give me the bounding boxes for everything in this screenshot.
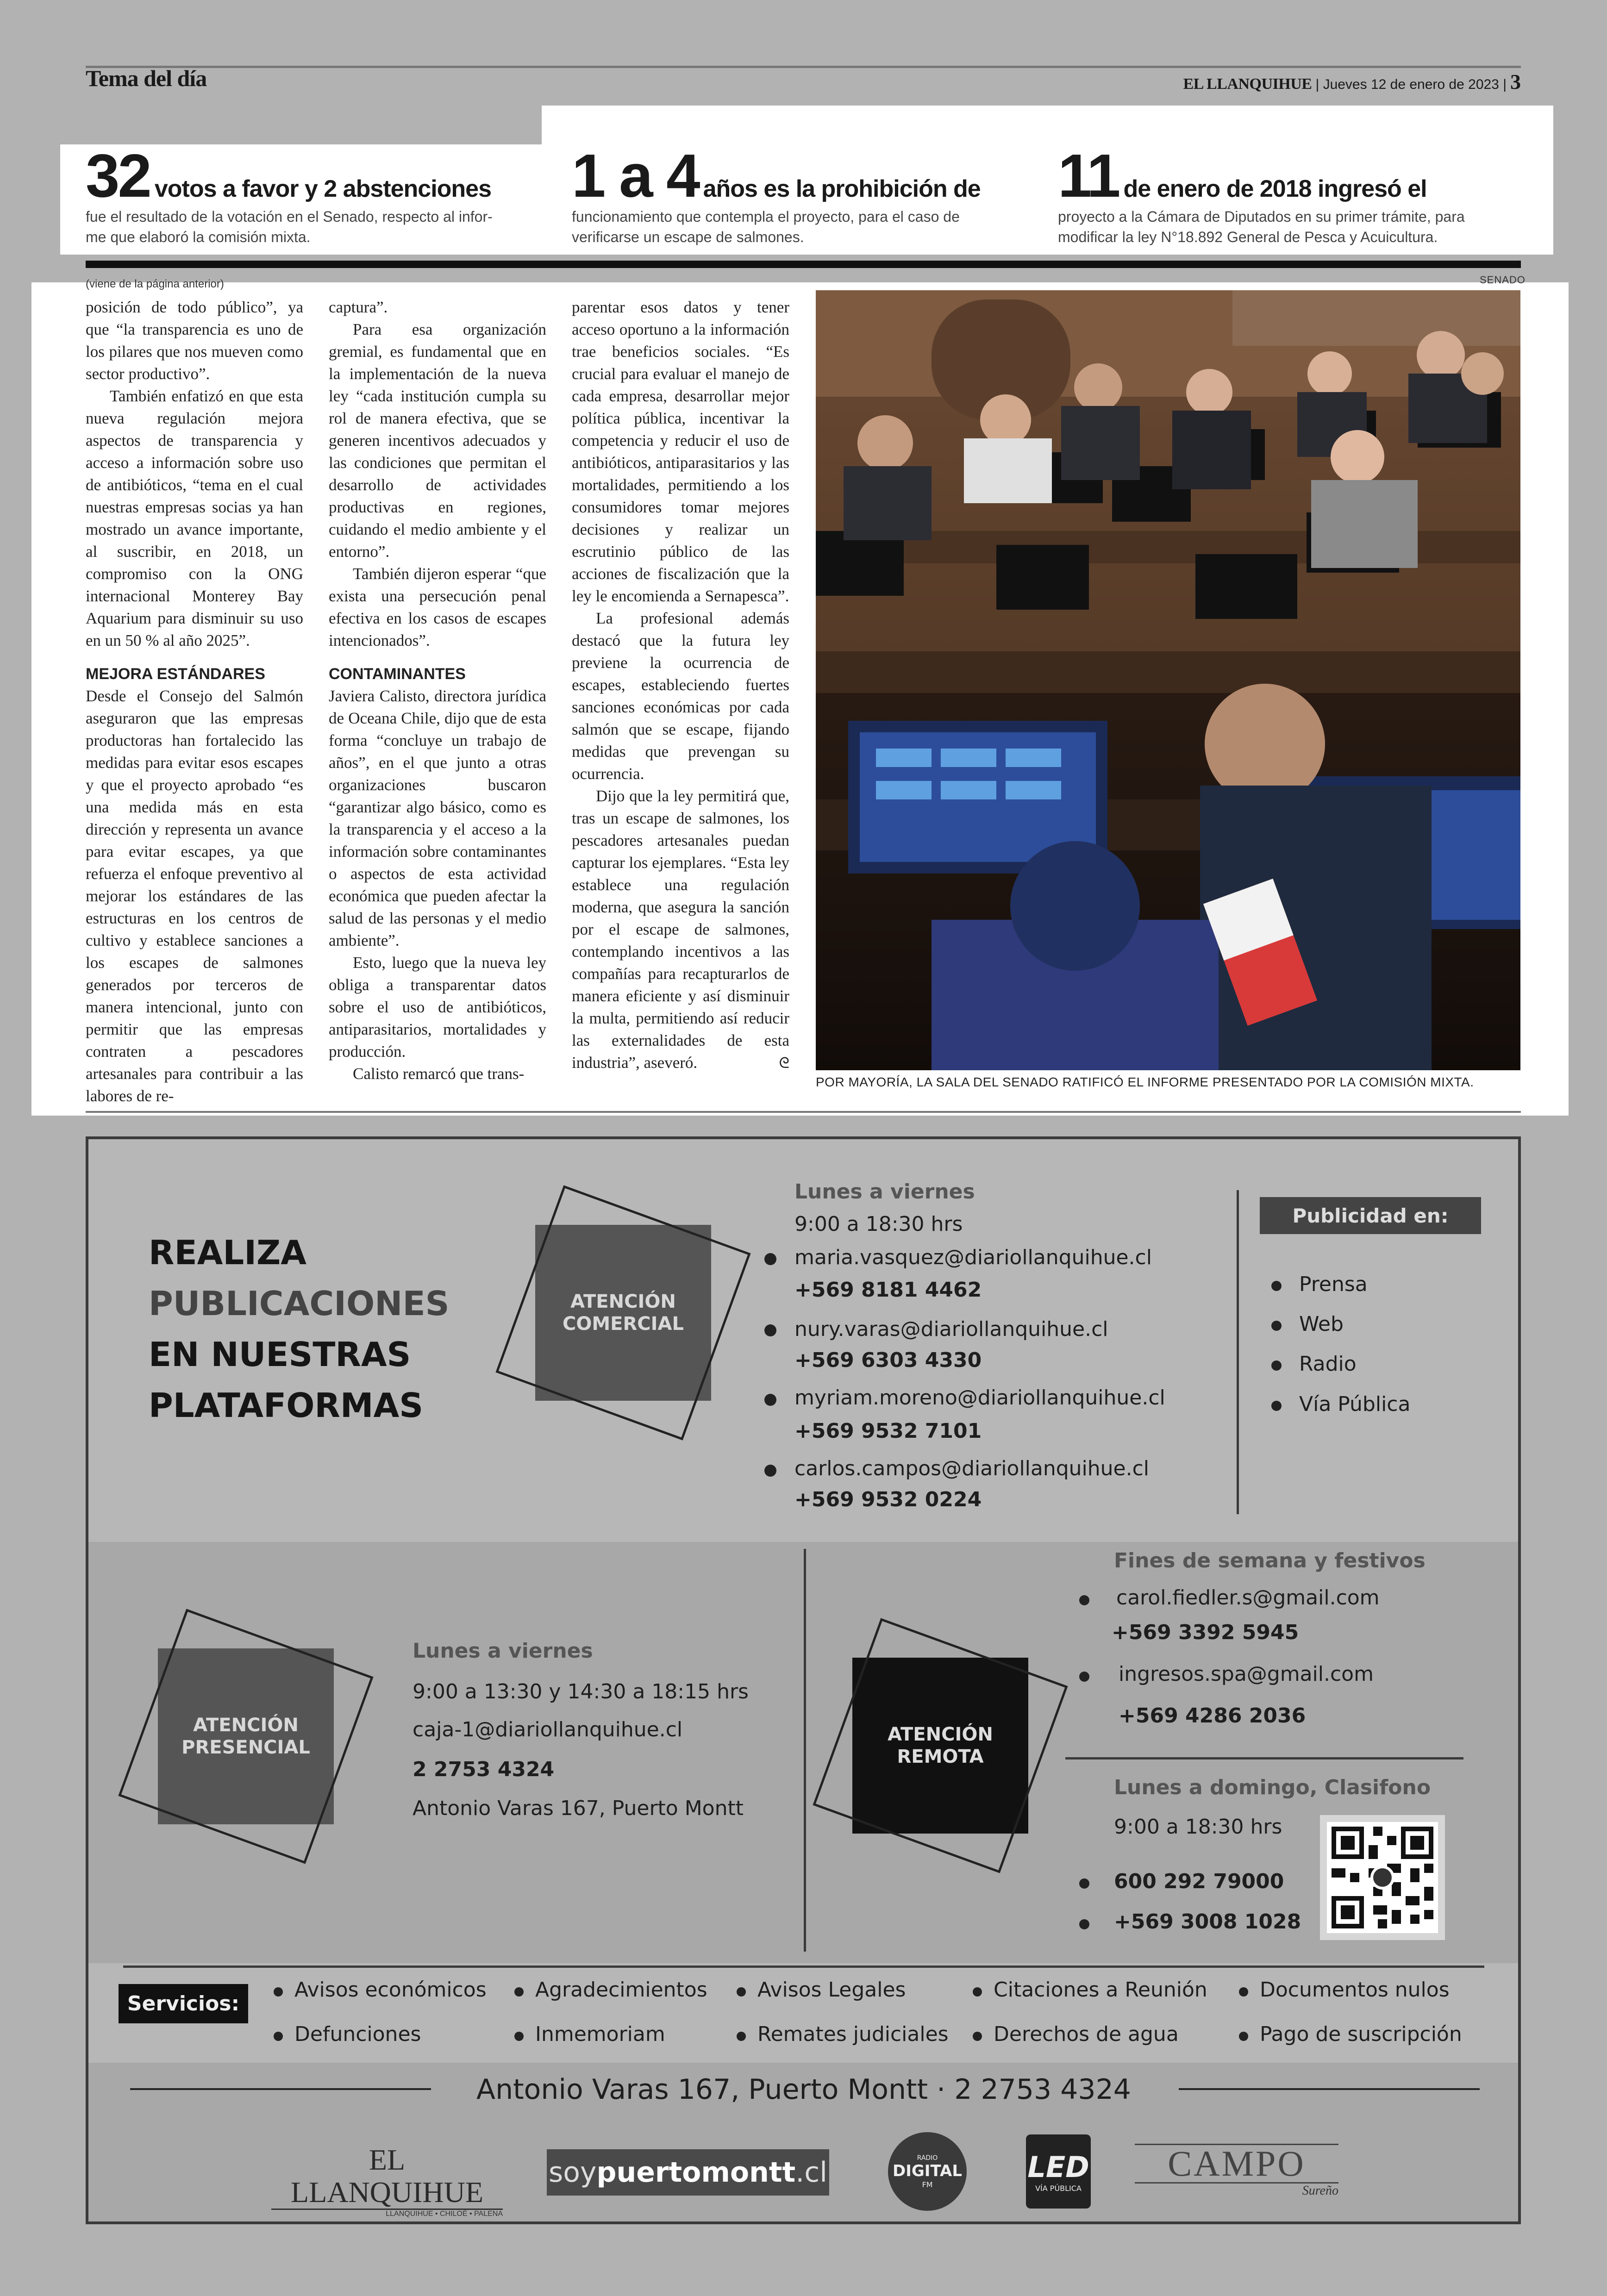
service-item: Pago de suscripción [1260,2022,1462,2046]
bullet-icon [737,2032,746,2041]
ad-horizontal-divider [1065,1757,1463,1759]
service-item: Avisos Legales [757,1978,906,2002]
weekend-email[interactable]: ingresos.spa@gmail.com [1119,1662,1374,1686]
qr-code-graphic [1327,1822,1438,1933]
article-column-2 [329,296,546,1085]
continued-note: (viene de la página anterior) [86,278,224,290]
weekend-title: Fines de semana y festivos [1114,1549,1426,1572]
stat-desc: funcionamiento que contempla el proyecto, para el caso de [572,208,960,225]
stat-votes [86,142,563,247]
weekend-email[interactable]: carol.fiedler.s@gmail.com [1116,1586,1380,1610]
logo-campo-sureno[interactable] [1135,2143,1338,2198]
logo-text: CAMPO [1135,2144,1338,2184]
service-item: Agradecimientos [535,1978,707,2002]
logo-text: LED [1027,2150,1089,2184]
ad-title-line: PUBLICACIONES [149,1284,450,1323]
publicidad-item: Radio [1299,1352,1357,1376]
stat-desc: modificar la ley N°18.892 General de Pesca y Acuicultura. [1058,229,1438,245]
service-item: Documentos nulos [1260,1978,1450,2002]
qr-code-icon[interactable] [1320,1815,1445,1940]
ad-title-line: EN NUESTRAS [149,1335,411,1374]
logo-soypuertomontt[interactable] [547,2149,829,2196]
bullet-icon [1239,1987,1248,1997]
section-title: Tema del día [86,65,207,91]
paragraph: Para esa organización gremial, es fundamental que en la implementación de la nueva ley “cada institución cumpla su rol de manera efectiva, que se generen incentivos adecuados y las condiciones que permitan el desarrollo de actividades productivas en regiones, cuidando el medio ambiente y el entorno”. [329,320,546,561]
ad-title-line: REALIZA [149,1233,306,1272]
logo-text: EL LLANQUIHUE [291,2143,483,2209]
comercial-hours: 9:00 a 18:30 hrs [794,1212,963,1236]
stat-desc: verificarse un escape de salmones. [572,229,804,245]
subheading: CONTAMINANTES [329,665,466,683]
publicidad-title: Publicidad en: [1260,1197,1481,1234]
bullet-icon [274,2032,283,2041]
badge-line: COMERCIAL [563,1313,684,1335]
publicidad-item: Prensa [1299,1273,1368,1296]
paragraph-text: Dijo que la ley permitirá que, tras un escape de salmones, los pescadores artesanales puedan capturar los ejemplares. “Esta ley establece una regulación moderna, que asegura la sanción por el escape de salmones, contemplando incentivos a las compañías para recapturarlos de manera eficiente y así disminuir la multa, permitiendo así reducir las externalidades de esta industria”, aseveró. [572,787,789,1072]
contact-email[interactable]: carlos.campos@diariollanquihue.cl [794,1457,1150,1480]
badge-line: PRESENCIAL [181,1737,310,1758]
logo-text: RADIO [917,2154,938,2162]
page-number: 3 [1510,70,1521,94]
publicidad-item: Web [1299,1312,1344,1336]
paragraph: parentar esos datos y tener acceso oportuno a la información trae beneficios sociales. “Es crucial para evaluar el manejo de cada empresa, desarrollar mejor política pública, incentivar la competencia y reducir el uso de antibióticos, antiparasitarios y las mortalidades, permitiendo a los consumidores tomar mejores decisiones y realizar un escrutinio público de las acciones de fiscalización que la ley le encomienda a Sernapesca”. [572,298,789,605]
stat-number: 1 a 4 [572,142,699,210]
clasifono-hours: 9:00 a 18:30 hrs [1114,1815,1282,1839]
bullet-icon [1079,1672,1089,1682]
bullet-icon [514,2032,524,2041]
photo-caption: POR MAYORÍA, LA SALA DEL SENADO RATIFICÓ EL INFORME PRESENTADO POR LA COMISIÓN MIXTA. [816,1075,1474,1089]
newspaper-name: EL LLANQUIHUE [1183,75,1312,93]
end-mark-icon: ᘓ [779,1054,789,1071]
logo-text: DIGITAL [893,2161,962,2180]
bullet-icon [1271,1321,1282,1331]
paragraph: Esto, luego que la nueva ley obliga a transparentar datos sobre el uso de antibióticos, antiparasitarios, mortalidades y producción. [329,954,546,1061]
logo-subtext: Sureño [1302,2184,1338,2198]
article-bottom-rule [86,1111,1521,1113]
logo-text: puertomontt [596,2156,796,2189]
senate-photo [816,290,1520,1070]
article-column-3 [572,296,789,1074]
stat-headline: votos a favor y 2 abstenciones [154,175,492,202]
paragraph: Desde el Consejo del Salmón aseguraron que las empresas productoras han fortalecido las medidas para evitar esos escapes y que el proyecto aprobado “es una medida más en esta dirección y representa un avance para evitar escapes, ya que refuerza el enfoque preventivo al mejorar los estándares de las estructuras en los centros de cultivo y establece sanciones a los escapes de salmones generados por terceros de manera intencional, junto con permitir que las empresas contraten a pescadores artesanales para contribuir a las labores de re- [86,687,303,1105]
bullet-icon [514,1987,524,1997]
comercial-days: Lunes a viernes [794,1180,975,1204]
paragraph: Calisto remarcó que trans- [353,1065,525,1083]
footer-rule-left [130,2088,431,2090]
services-rule [123,1965,1484,1968]
photo-credit: SENADO [1480,274,1526,286]
stat-number: 32 [86,142,150,210]
section-divider [86,261,1521,268]
bullet-icon [1079,1919,1089,1929]
bullet-icon [737,1987,746,1997]
bullet-icon [764,1253,776,1265]
publicidad-item: Vía Pública [1299,1392,1411,1416]
badge-line: REMOTA [897,1746,984,1767]
contact-phone[interactable]: +569 8181 4462 [794,1278,982,1302]
logo-led[interactable] [1026,2134,1091,2209]
badge-line: ATENCIÓN [193,1715,299,1736]
ad-vertical-divider [804,1549,806,1952]
contact-email[interactable]: maria.vasquez@diariollanquihue.cl [794,1246,1152,1269]
contact-email[interactable]: nury.varas@diariollanquihue.cl [794,1317,1108,1341]
bullet-icon [1271,1281,1282,1291]
logo-el-llanquihue[interactable] [271,2143,503,2218]
logo-text: soy [549,2156,597,2189]
paragraph: captura”. [329,298,388,316]
bullet-icon [973,2032,982,2041]
badge-line: ATENCIÓN [570,1291,676,1312]
contact-email[interactable]: myriam.moreno@diariollanquihue.cl [794,1386,1165,1410]
presencial-days: Lunes a viernes [413,1639,593,1663]
stat-number: 11 [1058,142,1119,210]
ad-vertical-divider [1237,1190,1239,1514]
bullet-icon [973,1987,982,1997]
footer-rule-right [1179,2088,1480,2090]
header-rule [86,66,1521,68]
logo-text: .cl [795,2156,827,2189]
clasifono-phone[interactable]: +569 3008 1028 [1114,1910,1301,1934]
logo-subtext: LLANQUIHUE • CHILOÉ • PALENA [271,2209,503,2218]
services-label: Servicios: [119,1984,248,2023]
logo-radio-digital[interactable] [888,2132,967,2211]
stat-prohibition [572,142,1049,247]
stat-desc: me que elaboró la comisión mixta. [86,229,311,245]
bullet-icon [1271,1401,1282,1411]
logo-text: FM [922,2180,933,2189]
bullet-icon [1271,1360,1282,1371]
contact-phone[interactable]: +569 6303 4330 [794,1348,982,1372]
stat-date [1058,142,1535,247]
clasifono-title: Lunes a domingo, Clasifono [1114,1776,1431,1799]
service-item: Citaciones a Reunión [994,1978,1207,2002]
clasifono-phone[interactable]: 600 292 79000 [1114,1870,1284,1893]
bullet-icon [274,1987,283,1997]
footer-address: Antonio Varas 167, Puerto Montt · 2 2753 4324 [476,2073,1131,2106]
paragraph: También dijeron esperar “que exista una persecución penal efectiva en los casos de escapes intencionados”. [329,565,546,649]
bullet-icon [1079,1878,1089,1889]
senate-chamber-image [816,290,1520,1070]
stat-headline: de enero de 2018 ingresó el [1123,175,1427,202]
service-item: Avisos económicos [294,1978,487,2002]
paragraph: posición de todo público”, ya que “la transparencia es uno de los pilares que nos mueven como sector productivo”. [86,298,303,383]
ad-title [149,1227,449,1431]
service-item: Defunciones [294,2022,421,2046]
logo-text: VÍA PÚBLICA [1035,2184,1082,2193]
paragraph: La profesional además destacó que la futura ley previene la ocurrencia de escapes, estableciendo fuertes sanciones económicas por cada salmón que se escape, fijando medidas que prevengan su ocurrencia. [572,609,789,783]
bullet-icon [1079,1595,1089,1605]
article-column-1 [86,296,303,1107]
bullet-icon [764,1394,776,1406]
service-item: Remates judiciales [757,2022,949,2046]
advertisement [86,1136,1521,2224]
paragraph: También enfatizó en que esta nueva regulación mejora aspectos de transparencia y acceso a información sobre uso de antibióticos, “tema en el cual nuestras empresas socias ya han mostrado un avance importante, al suscribir, en 2018, un compromiso con la ONG internacional Monterey Bay Aquarium para disminuir su uso en un 50 % al año 2025”. [86,387,303,649]
bullet-icon [764,1324,776,1336]
comercial-frame [495,1185,750,1440]
bullet-icon [1239,2032,1248,2041]
bullet-icon [764,1465,776,1477]
stat-desc: fue el resultado de la votación en el Senado, respecto al infor- [86,208,493,225]
masthead [1183,69,1521,94]
weekend-phone[interactable]: +569 3392 5945 [1112,1621,1299,1644]
weekend-phone[interactable]: +569 4286 2036 [1119,1704,1306,1728]
badge-line: ATENCIÓN [888,1724,993,1745]
stat-desc: proyecto a la Cámara de Diputados en su primer trámite, para [1058,208,1465,225]
stat-headline: años es la prohibición de [703,175,981,202]
paragraph: Javiera Calisto, directora jurídica de Oceana Chile, dijo que de esta forma “concluye un trabajo de años”, en el que junto a otras organizaciones buscaron “garantizar algo básico, como es la transparencia y el acceso a la información sobre contaminantes o aspectos de esta actividad económica que pueden afectar la salud de las personas y el medio ambiente”. [329,687,546,949]
presencial-phone[interactable]: 2 2753 4324 [413,1758,555,1781]
issue-date: | Jueves 12 de enero de 2023 | [1315,77,1507,92]
service-item: Derechos de agua [994,2022,1179,2046]
contact-phone[interactable]: +569 9532 7101 [794,1419,982,1443]
subheading: MEJORA ESTÁNDARES [86,665,265,683]
contact-phone[interactable]: +569 9532 0224 [794,1488,982,1511]
paragraph [572,785,789,1074]
presencial-email[interactable]: caja-1@diariollanquihue.cl [413,1718,683,1741]
presencial-hours: 9:00 a 13:30 y 14:30 a 18:15 hrs [413,1680,749,1703]
presencial-address: Antonio Varas 167, Puerto Montt [413,1797,744,1820]
ad-title-line: PLATAFORMAS [149,1386,424,1425]
service-item: Inmemoriam [535,2022,665,2046]
